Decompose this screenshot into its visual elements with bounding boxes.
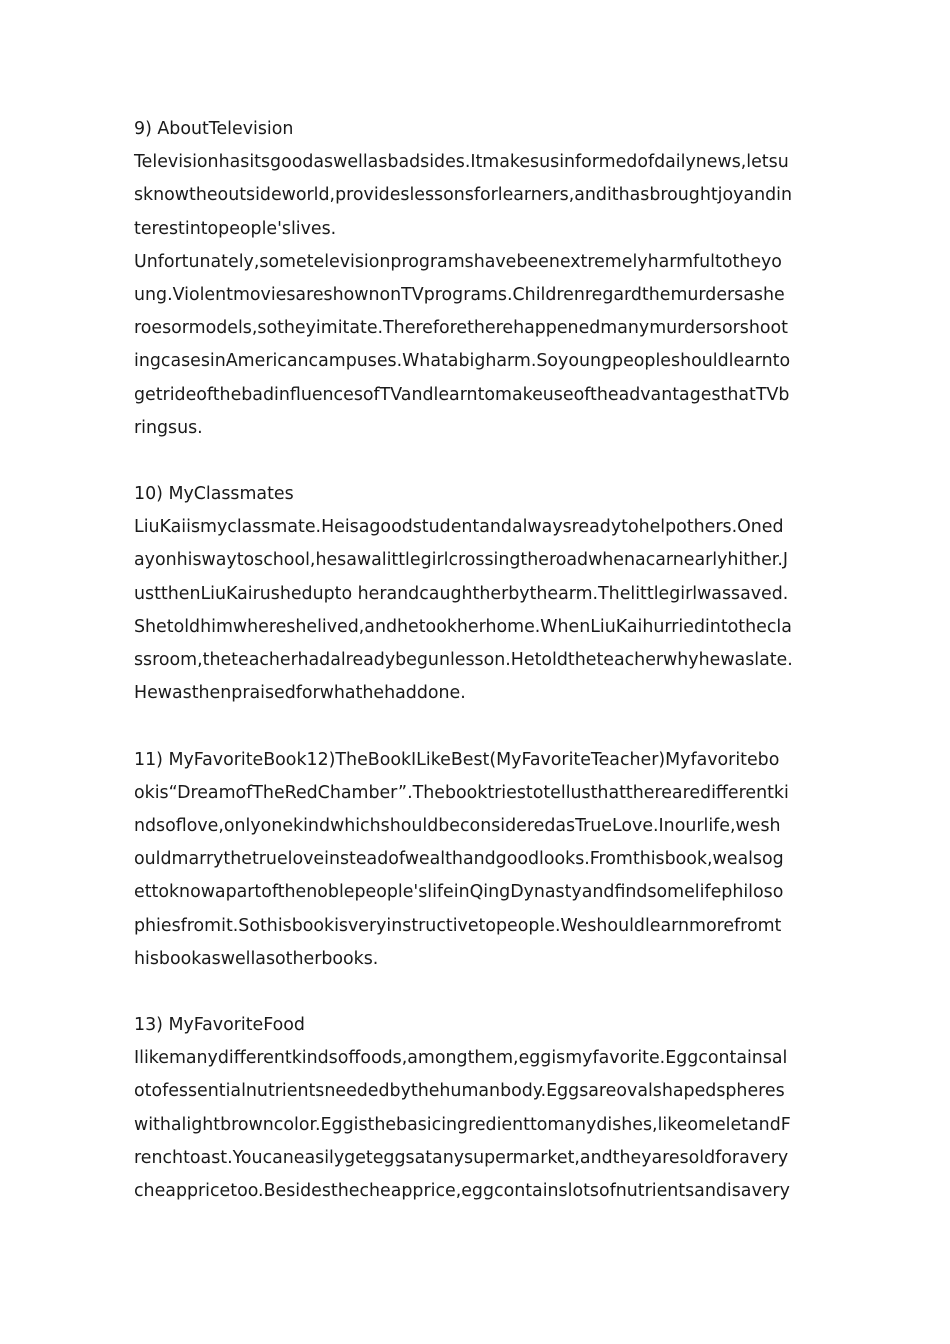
paragraph-line: ssroom,theteacherhadalreadybegunlesson.Hetoldtheteacherwhyhewaslate. <box>134 650 793 670</box>
paragraph-line: ettoknowapartofthenoblepeople'slifeinQingDynastyandfindsomelifephiloso <box>134 882 784 903</box>
section-heading: 11) MyFavoriteBook12)TheBookILikeBest(MyFavoriteTeacher)Myfavoritebo <box>134 749 780 770</box>
paragraph-line: Hewasthenpraisedforwhathehaddone. <box>134 683 466 704</box>
paragraph-line: ustthenLiuKairushedupto herandcaughtherbythearm.Thelittlegirlwassaved. <box>134 583 789 604</box>
document-body <box>134 113 824 1208</box>
paragraph-line: otofessentialnutrientsneededbythehumanbody.Eggsareovalshapedspheres <box>134 1081 785 1102</box>
paragraph-line: ung.ViolentmoviesareshownonTVprograms.Childrenregardthemurdersashe <box>134 284 785 305</box>
paragraph-line: ouldmarrythetrueloveinsteadofwealthandgoodlooks.Fromthisbook,wealsog <box>134 849 784 870</box>
section-heading: 13) MyFavoriteFood <box>134 1015 305 1036</box>
section-heading: 10) MyClassmates <box>134 484 294 505</box>
paragraph-line: cheappricetoo.Besidesthecheapprice,eggcontainslotsofnutrientsandisavery <box>134 1181 790 1201</box>
paragraph-line: terestintopeople'slives. <box>134 218 337 239</box>
paragraph-line: sknowtheoutsideworld,provideslessonsforlearners,andithasbroughtjoyandin <box>134 185 793 206</box>
paragraph-line: Unfortunately,sometelevisionprogramshavebeenextremelyharmfultotheyo <box>134 251 782 272</box>
section-my-favorite-book <box>134 744 824 976</box>
paragraph-line: hisbookaswellasotherbooks. <box>134 948 379 969</box>
paragraph-line: ringsus. <box>134 417 203 438</box>
section-heading: 9) AboutTelevision <box>134 119 294 139</box>
section-spacer <box>134 710 824 743</box>
paragraph-line: getrideofthebadinfluencesofTVandlearntomakeuseoftheadvantagesthatTVb <box>134 384 790 405</box>
paragraph-line: Shetoldhimwhereshelived,andhetookherhome.WhenLiuKaihurriedintothecla <box>134 616 792 637</box>
paragraph-line: Ilikemanydifferentkindsoffoods,amongthem,eggismyfavorite.Eggcontainsal <box>134 1048 788 1069</box>
paragraph-line: LiuKaiismyclassmate.Heisagoodstudentandalwaysreadytohelpothers.Oned <box>134 517 784 538</box>
paragraph-line: phiesfromit.Sothisbookisveryinstructivetopeople.Weshouldlearnmorefromt <box>134 915 782 936</box>
section-spacer <box>134 976 824 1009</box>
paragraph-line: ingcasesinAmericancampuses.Whatabigharm.Soyoungpeopleshouldlearnto <box>134 351 791 372</box>
section-spacer <box>134 445 824 478</box>
paragraph-line: ndsoflove,onlyonekindwhichshouldbeconsideredasTrueLove.Inourlife,wesh <box>134 815 781 836</box>
paragraph-line: Televisionhasitsgoodaswellasbadsides.Itmakesusinformedofdailynews,letsu <box>134 152 789 173</box>
paragraph-line: withalightbrowncolor.Eggisthebasicingredienttomanydishes,likeomeletandF <box>134 1114 791 1135</box>
section-my-classmates <box>134 478 824 710</box>
section-my-favorite-food <box>134 1009 824 1208</box>
paragraph-line: renchtoast.Youcaneasilygeteggsatanysupermarket,andtheyaresoldforavery <box>134 1147 789 1168</box>
section-about-television <box>134 113 824 445</box>
paragraph-line: ayonhiswaytoschool,hesawalittlegirlcrossingtheroadwhenacarnearlyhither.J <box>134 550 789 571</box>
paragraph-line: okis“DreamofTheRedChamber”.Thebooktriestotellusthattherearedifferentki <box>134 782 789 803</box>
paragraph-line: roesormodels,sotheyimitate.Thereforetherehappenedmanymurdersorshoot <box>134 318 788 339</box>
